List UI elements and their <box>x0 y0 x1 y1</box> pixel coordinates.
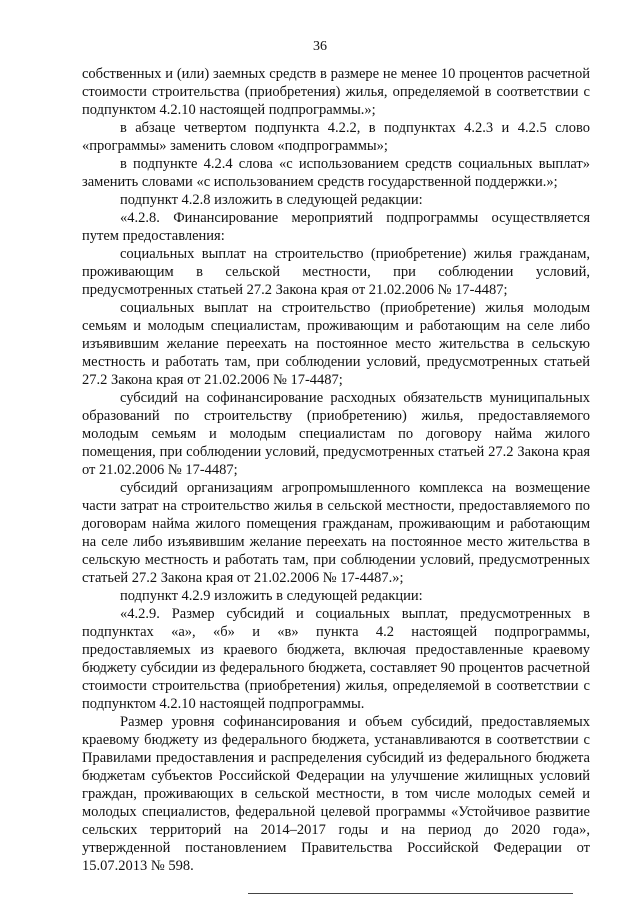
page-number: 36 <box>313 39 327 54</box>
paragraph-intro-4-2-8: подпункт 4.2.8 изложить в следующей редакции: <box>120 192 423 208</box>
paragraph-amendment-4-2-2: в абзаце четвертом подпункта 4.2.2, в подпунктах 4.2.3 и 4.2.5 слово «программы» заменить словом «подпрограммы»; <box>82 120 590 154</box>
footer-rule <box>248 893 573 894</box>
paragraph-subsidies-agro: субсидий организациям агропромышленного комплекса на возмещение части затрат на строительство жилья в сельской местности, предоставляемого по договорам найма жилого помещения гражданам, проживающим и работающим на селе либо изъявившим желание переехать на постоянное место жительства в сельскую местность и работать там, при соблюдении условий, предусмотренных статьей 27.2 Закона края от 21.02.2006 № 17-4487.»; <box>82 480 590 586</box>
document-body <box>82 65 590 875</box>
paragraph-amendment-4-2-4: в подпункте 4.2.4 слова «с использованием средств социальных выплат» заменить словами «с использованием средств государственной поддержки.»; <box>82 156 590 190</box>
paragraph-4-2-9: «4.2.9. Размер субсидий и социальных выплат, предусмотренных в подпунктах «а», «б» и «в» пункта 4.2 настоящей подпрограммы, предоставляемых из краевого бюджета, включая предоставленные краевому бюджету субсидии из федерального бюджета, составляет 90 процентов расчетной стоимости строительства (приобретения) жилья, определяемой в соответствии с подпунктом 4.2.10 настоящей подпрограммы. <box>82 606 590 712</box>
paragraph-intro-4-2-9: подпункт 4.2.9 изложить в следующей редакции: <box>120 588 423 604</box>
paragraph-4-2-8: «4.2.8. Финансирование мероприятий подпрограммы осуществляется путем предоставления: <box>82 210 590 244</box>
paragraph-subsidies-municipal: субсидий на софинансирование расходных обязательств муниципальных образований по строительству (приобретению) жилья, предоставляемого молодым семьям и молодым специалистам по договору найма жилого помещения, при соблюдении условий, предусмотренных статьей 27.2 Закона края от 21.02.2006 № 17-4487; <box>82 390 590 478</box>
paragraph-cofinancing: Размер уровня софинансирования и объем субсидий, предоставляемых краевому бюджету из федерального бюджета, устанавливаются в соответствии с Правилами предоставления и распределения субсидий из федерального бюджета бюджетам субъектов Российской Федерации на улучшение жилищных условий граждан, проживающих в сельской местности, в том числе молодых семей и молодых специалистов, федеральной целевой программы «Устойчивое развитие сельских территорий на 2014–2017 годы и на период до 2020 года», утвержденной постановлением Правительства Российской Федерации от 15.07.2013 № 598. <box>82 714 590 874</box>
paragraph-social-payments-young: социальных выплат на строительство (приобретение) жилья молодым семьям и молодым специалистам, проживающим и работающим на селе либо изъявившим желание переехать на постоянное место жительства в сельскую местность и работать там, при соблюдении условий, предусмотренных статьей 27.2 Закона края от 21.02.2006 № 17-4487; <box>82 300 590 388</box>
paragraph-social-payments-citizens: социальных выплат на строительство (приобретение) жилья гражданам, проживающим в сельской местности, при соблюдении условий, предусмотренных статьей 27.2 Закона края от 21.02.2006 № 17-4487; <box>82 246 590 298</box>
paragraph-continuation: собственных и (или) заемных средств в размере не менее 10 процентов расчетной стоимости строительства (приобретения) жилья, определяемой в соответствии с подпунктом 4.2.10 настоящей подпрограммы.»; <box>82 66 590 118</box>
